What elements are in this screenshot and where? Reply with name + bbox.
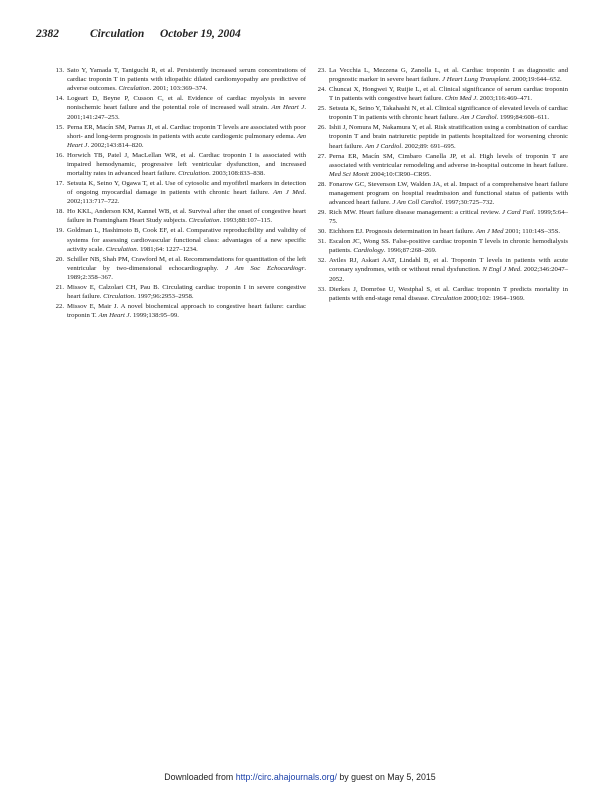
reference-citation: . 2002;89: 691–695. [401, 142, 456, 150]
reference-authors-title: Schiller NB, Shah PM, Crawford M, et al. Recommendations for quantitation of the left ventricular by two-dimensional echocardiography. [67, 255, 306, 272]
footer-prefix: Downloaded from [164, 772, 236, 782]
reference-citation: . 2002;346:2047–2052. [329, 266, 568, 283]
reference-authors-title: Setsuta K, Seino Y, Ogawa T, et al. Use of cytosolic and myofibril markers in detection of ongoing myocardial damage in patients with chronic heart failure. [67, 180, 306, 197]
reference-item [316, 66, 568, 84]
reference-item [316, 180, 568, 207]
reference-number: 30. [317, 228, 326, 236]
reference-item [316, 227, 568, 236]
reference-authors-title: Ishii J, Nomura M, Nakamura Y, et al. Risk stratification using a combination of cardiac troponin T and brain natriuretic peptide in patients hospitalized for worsening chronic heart failure. [329, 124, 568, 150]
page-number: 2382 [36, 28, 59, 40]
reference-text [329, 285, 568, 303]
reference-citation: 2000;102: 1964–1969. [461, 294, 525, 302]
reference-journal: Am Heart J [98, 312, 130, 320]
reference-number: 23. [317, 67, 326, 74]
reference-item [316, 104, 568, 122]
reference-number: 24. [317, 86, 326, 94]
reference-text [329, 152, 568, 179]
reference-citation: . 2000;19:644–652. [508, 76, 562, 84]
reference-authors-title: Aviles RJ, Askari AAT, Lindahl B, et al. Troponin T levels in patients with acute coronary syndromes, with or without renal dysfunction. [329, 257, 568, 274]
reference-item [54, 94, 306, 121]
reference-number: 32. [317, 257, 326, 265]
reference-citation: . 1996;87:268–269. [383, 247, 437, 255]
reference-text [67, 302, 306, 320]
reference-authors-title: Perna ER, Macín SM, Cimbaro Canella JP, et al. High levels of troponin T are associated with ventricular remodeling and adverse in-hospital outcome in heart failure. [329, 152, 568, 169]
reference-text [67, 226, 306, 253]
reference-citation: . 1997;96:2953–2958. [134, 293, 194, 301]
reference-text [67, 283, 306, 301]
reference-authors-title: Rich MW. Heart failure disease management: a critical review. [329, 209, 502, 217]
reference-number: 21. [55, 283, 64, 291]
reference-journal: Am J Cardiol [460, 114, 497, 122]
reference-citation: . 1981;64: 1227–1234. [136, 245, 198, 253]
reference-citation: . 1999;5:64–75. [329, 209, 568, 226]
reference-journal: J Heart Lung Transplant [442, 76, 509, 84]
reference-authors-title: Escalon JC, Wong SS. False-positive cardiac troponin T levels in chronic hemodialysis patients. [329, 238, 568, 255]
reference-journal: Circulation [178, 170, 210, 178]
reference-item [316, 152, 568, 179]
footer-suffix: by guest on May 5, 2015 [336, 772, 436, 782]
reference-authors-title: Missov E, Mair J. A novel biochemical approach to congestive heart failure: cardiac troponin T. [67, 303, 306, 320]
references-right-column [316, 66, 568, 304]
reference-authors-title: Horwich TB, Patel J, MacLellan WR, et al. Cardiac troponin I is associated with impaired hemodynamic, progressive left ventricular dysfunction, and increased mortality rates in advanced heart failure. [67, 151, 306, 178]
reference-item [54, 207, 306, 225]
journal-name: Circulation [90, 28, 145, 40]
journal-link[interactable]: http://circ.ahajournals.org/ [235, 772, 337, 782]
reference-number: 31. [317, 238, 326, 246]
reference-authors-title: Chuncai X, Hongwei Y, Ruijie L, et al. Clinical significance of serum cardiac troponin T in patients with congestive heart failure. [329, 86, 568, 103]
reference-text [67, 207, 306, 225]
reference-authors-title: Sato Y, Yamada T, Taniguchi R, et al. Persistently increased serum concentrations of cardiac troponin T in patients with idiopathic dilated cardiomyopathy are predictive of adverse outcomes. [67, 67, 306, 93]
reference-journal: Circulation [188, 217, 220, 225]
reference-text [329, 85, 568, 103]
reference-number: 18. [55, 208, 64, 216]
reference-number: 16. [55, 151, 64, 159]
reference-text [67, 94, 306, 121]
reference-citation: . 2003;116:469–471. [476, 95, 533, 103]
reference-number: 27. [317, 152, 326, 160]
reference-text [67, 179, 306, 206]
reference-journal: Circulation [103, 293, 135, 301]
reference-citation: . 2002;143:814–820. [87, 141, 144, 149]
reference-citation: 2004;10:CR90–CR95. [368, 170, 432, 178]
reference-citation: . 1999;138:95–99. [129, 312, 179, 320]
reference-item [316, 85, 568, 103]
reference-authors-title: Goldman L, Hashimoto B, Cook EF, et al. Comparative reproducibility and validity of systems for assessing cardiovascular functional class: advantages of a new specific activity scale. [67, 227, 306, 253]
reference-journal: Am J Med [476, 228, 504, 236]
reference-journal: Am Heart J [67, 132, 306, 149]
reference-authors-title: Logeart D, Beyne P, Cusson C, et al. Evidence of cardiac myolysis in severe nonischemic heart failure and the potential role of increased wall strain. [67, 95, 306, 112]
reference-journal: Circulation [118, 85, 150, 93]
reference-item [54, 255, 306, 282]
reference-journal: J Am Soc Echocardiogr [225, 264, 305, 272]
reference-journal: Circulation [430, 294, 462, 302]
reference-authors-title: Fonarow GC, Stevenson LW, Walden JA, et al. Impact of a comprehensive heart failure management program on hospital readmission and functional status of patients with advanced heart failure. [329, 180, 568, 207]
reference-number: 14. [55, 95, 64, 103]
issue-date: October 19, 2004 [160, 28, 241, 40]
reference-text [329, 227, 568, 236]
reference-journal: Med Sci Monit [329, 170, 369, 178]
reference-text [329, 123, 568, 150]
reference-journal: Am J Cardiol [365, 142, 402, 150]
reference-text [329, 237, 568, 255]
reference-text [329, 66, 568, 84]
reference-text [67, 123, 306, 150]
reference-authors-title: Missov E, Calzolari CH, Pau B. Circulating cardiac troponin I in severe congestive heart failure. [67, 283, 306, 301]
reference-item [316, 208, 568, 226]
reference-citation: . 1999;84:608–611. [496, 114, 550, 122]
reference-journal: Am Heart J [271, 104, 305, 112]
reference-number: 20. [55, 255, 64, 263]
reference-number: 28. [317, 180, 326, 188]
reference-number: 19. [55, 227, 64, 235]
reference-journal: J Card Fail [502, 209, 534, 217]
reference-item [54, 179, 306, 206]
reference-item [54, 302, 306, 320]
reference-item [316, 256, 568, 283]
reference-item [54, 151, 306, 178]
reference-citation: . 2001; 103:369–374. [149, 85, 208, 93]
reference-authors-title: Setsuta K, Seino Y, Takahashi N, et al. Clinical significance of elevated levels of cardiac troponin T in patients with chronic heart failure. [329, 105, 568, 122]
reference-number: 26. [317, 124, 326, 132]
reference-citation: . 2001;141:247–253. [67, 104, 306, 121]
reference-text [329, 180, 568, 207]
reference-journal: Chin Med J [444, 95, 477, 103]
reference-journal: N Engl J Med [482, 266, 521, 274]
reference-item [316, 237, 568, 255]
reference-authors-title: Dierkes J, Domröse U, Westphal S, et al. Cardiac troponin T predicts mortality in patients with end-stage renal disease. [329, 285, 568, 302]
reference-item [54, 123, 306, 150]
reference-item [316, 285, 568, 303]
reference-number: 15. [55, 123, 64, 131]
reference-number: 22. [55, 303, 64, 311]
reference-authors-title: La Vecchia L, Mezzena G, Zanolla L, et al. Cardiac troponin I as diagnostic and prognostic marker in severe heart failure. [329, 67, 568, 84]
reference-citation: . 1993;88:107–115. [219, 217, 273, 225]
reference-citation: . 1989;2:358–367. [67, 264, 306, 282]
references-left-column [54, 66, 306, 321]
reference-text [329, 104, 568, 122]
reference-item [316, 123, 568, 150]
reference-citation: 2001; 110:14S–35S. [503, 228, 561, 236]
reference-item [54, 283, 306, 301]
reference-text [67, 151, 306, 178]
reference-item [54, 226, 306, 253]
reference-number: 29. [317, 209, 326, 217]
reference-journal: Am J Med [273, 189, 305, 197]
reference-authors-title: Perna ER, Macín SM, Parras JI, et al. Cardiac troponin T levels are associated with poor short- and long-term prognosis in patients with acute cardiogenic pulmonary edema. [67, 123, 306, 140]
reference-citation: . 1997;30:725–732. [441, 199, 495, 207]
reference-journal: Cardiology [353, 247, 384, 255]
reference-number: 25. [317, 105, 326, 113]
reference-authors-title: Ho KKL, Anderson KM, Kannel WB, et al. Survival after the onset of congestive heart failure in Framingham Heart Study subjects. [67, 208, 306, 225]
reference-citation: . 2003;108:833–838. [209, 170, 266, 178]
reference-journal: Circulation [105, 245, 137, 253]
reference-text [67, 255, 306, 282]
reference-authors-title: Eichhorn EJ. Prognosis determination in heart failure. [329, 228, 477, 236]
reference-item [54, 66, 306, 93]
reference-number: 13. [55, 67, 64, 74]
reference-text [329, 208, 568, 226]
reference-journal: J Am Coll Cardiol [392, 199, 442, 207]
reference-number: 33. [317, 285, 326, 293]
reference-number: 17. [55, 180, 64, 188]
reference-text [329, 256, 568, 283]
reference-text [67, 66, 306, 93]
reference-citation: . 2002;113:717–722. [67, 189, 306, 206]
download-footer [0, 772, 600, 782]
